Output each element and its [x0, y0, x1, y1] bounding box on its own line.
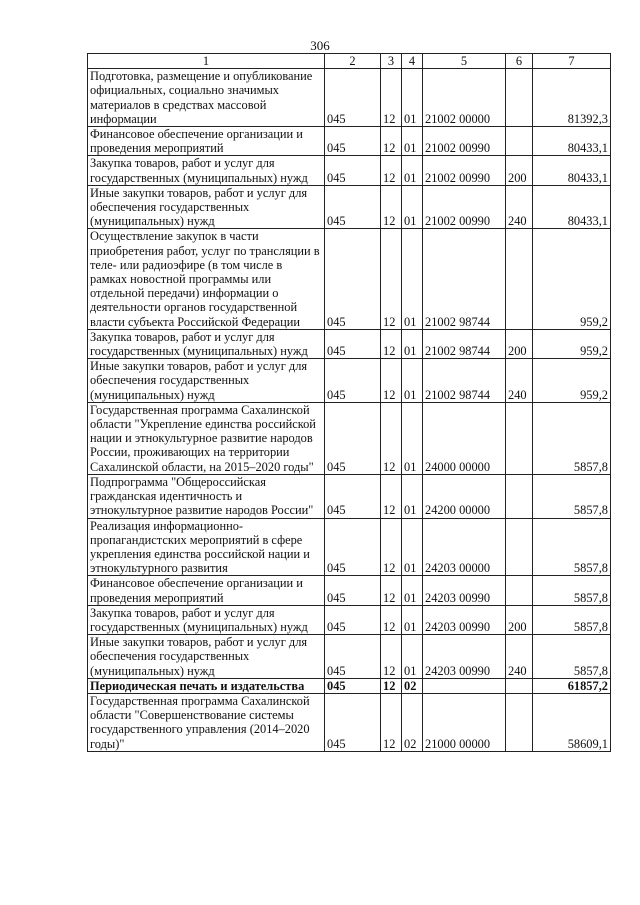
row-col-5: 24200 00000 — [423, 474, 506, 518]
row-col-5: 24203 00990 — [423, 635, 506, 679]
table-row — [88, 576, 611, 605]
row-col-3: 12 — [381, 474, 402, 518]
row-col-6 — [506, 518, 533, 576]
table-row — [88, 518, 611, 576]
row-col-4: 02 — [402, 678, 423, 693]
row-col-4: 01 — [402, 518, 423, 576]
row-col-7: 58609,1 — [533, 693, 611, 751]
row-col-5: 24203 00990 — [423, 576, 506, 605]
row-col-2: 045 — [325, 156, 381, 185]
table-row — [88, 229, 611, 329]
row-col-5: 24203 00000 — [423, 518, 506, 576]
row-col-4: 01 — [402, 127, 423, 156]
row-col-7: 959,2 — [533, 359, 611, 403]
row-col-2: 045 — [325, 402, 381, 474]
row-col-4: 01 — [402, 185, 423, 229]
row-col-3: 12 — [381, 329, 402, 358]
row-col-2: 045 — [325, 185, 381, 229]
row-col-4: 01 — [402, 359, 423, 403]
row-col-7: 5857,8 — [533, 402, 611, 474]
table-row — [88, 69, 611, 127]
table-row — [88, 127, 611, 156]
row-col-7: 5857,8 — [533, 635, 611, 679]
row-col-7: 61857,2 — [533, 678, 611, 693]
row-col-2: 045 — [325, 693, 381, 751]
row-col-6: 200 — [506, 605, 533, 634]
row-col-2: 045 — [325, 605, 381, 634]
row-col-5: 21002 00990 — [423, 185, 506, 229]
row-col-5 — [423, 678, 506, 693]
row-col-7: 5857,8 — [533, 474, 611, 518]
row-col-7: 81392,3 — [533, 69, 611, 127]
row-col-3: 12 — [381, 359, 402, 403]
table-row — [88, 693, 611, 751]
row-col-5: 21000 00000 — [423, 693, 506, 751]
row-col-4: 01 — [402, 635, 423, 679]
row-col-6: 200 — [506, 156, 533, 185]
row-col-4: 01 — [402, 329, 423, 358]
table-row — [88, 156, 611, 185]
column-header-7: 7 — [533, 54, 611, 69]
column-header-2: 2 — [325, 54, 381, 69]
row-col-4: 01 — [402, 402, 423, 474]
row-name: Осуществление закупок в части приобретения работ, услуг по трансляции в теле- или радиоэфире (в том числе в рамках новостной программы или отдельной передачи) информации о деятельности органов государственной власти субъекта Российской Федерации — [88, 229, 325, 329]
column-header-4: 4 — [402, 54, 423, 69]
row-col-2: 045 — [325, 229, 381, 329]
row-col-7: 80433,1 — [533, 127, 611, 156]
column-header-6: 6 — [506, 54, 533, 69]
row-col-2: 045 — [325, 359, 381, 403]
row-col-2: 045 — [325, 69, 381, 127]
row-col-7: 5857,8 — [533, 576, 611, 605]
row-col-5: 24000 00000 — [423, 402, 506, 474]
row-col-3: 12 — [381, 229, 402, 329]
row-name: Периодическая печать и издательства — [88, 678, 325, 693]
row-name: Иные закупки товаров, работ и услуг для обеспечения государственных (муниципальных) нужд — [88, 185, 325, 229]
table-row — [88, 402, 611, 474]
row-col-5: 21002 98744 — [423, 329, 506, 358]
row-col-2: 045 — [325, 635, 381, 679]
row-col-6: 240 — [506, 359, 533, 403]
row-col-6 — [506, 576, 533, 605]
row-col-2: 045 — [325, 474, 381, 518]
row-col-7: 5857,8 — [533, 605, 611, 634]
row-col-3: 12 — [381, 678, 402, 693]
row-col-3: 12 — [381, 635, 402, 679]
column-header-3: 3 — [381, 54, 402, 69]
row-col-5: 21002 00990 — [423, 156, 506, 185]
row-col-7: 959,2 — [533, 229, 611, 329]
row-col-2: 045 — [325, 678, 381, 693]
row-col-4: 01 — [402, 69, 423, 127]
row-name: Закупка товаров, работ и услуг для государственных (муниципальных) нужд — [88, 329, 325, 358]
row-name: Закупка товаров, работ и услуг для государственных (муниципальных) нужд — [88, 605, 325, 634]
row-name: Иные закупки товаров, работ и услуг для обеспечения государственных (муниципальных) нужд — [88, 359, 325, 403]
row-col-5: 24203 00990 — [423, 605, 506, 634]
row-col-2: 045 — [325, 518, 381, 576]
table-row — [88, 185, 611, 229]
row-col-3: 12 — [381, 185, 402, 229]
page-number: 306 — [310, 38, 330, 53]
row-col-4: 01 — [402, 474, 423, 518]
row-col-4: 01 — [402, 156, 423, 185]
row-name: Государственная программа Сахалинской области "Укрепление единства российской нации и этнокультурное развитие народов России, проживающих на территории Сахалинской области, на 2015–2020 годы" — [88, 402, 325, 474]
row-col-7: 80433,1 — [533, 185, 611, 229]
row-col-4: 01 — [402, 229, 423, 329]
row-name: Финансовое обеспечение организации и проведения мероприятий — [88, 576, 325, 605]
row-col-3: 12 — [381, 605, 402, 634]
row-col-2: 045 — [325, 576, 381, 605]
table-row — [88, 359, 611, 403]
table-row — [88, 474, 611, 518]
row-col-7: 959,2 — [533, 329, 611, 358]
table-row — [88, 678, 611, 693]
row-col-6 — [506, 127, 533, 156]
row-col-6: 240 — [506, 185, 533, 229]
table-row — [88, 329, 611, 358]
row-col-6 — [506, 229, 533, 329]
header-row — [88, 54, 611, 69]
row-col-6: 200 — [506, 329, 533, 358]
row-col-6 — [506, 693, 533, 751]
row-col-4: 01 — [402, 605, 423, 634]
row-col-4: 01 — [402, 576, 423, 605]
column-header-5: 5 — [423, 54, 506, 69]
table-row — [88, 605, 611, 634]
row-name: Финансовое обеспечение организации и проведения мероприятий — [88, 127, 325, 156]
row-col-2: 045 — [325, 127, 381, 156]
row-col-7: 5857,8 — [533, 518, 611, 576]
row-col-5: 21002 00000 — [423, 69, 506, 127]
row-col-3: 12 — [381, 156, 402, 185]
budget-table — [87, 53, 611, 752]
table-row — [88, 635, 611, 679]
row-col-3: 12 — [381, 518, 402, 576]
row-col-6 — [506, 678, 533, 693]
row-name: Государственная программа Сахалинской области "Совершенствование системы государственного управления (2014–2020 годы)" — [88, 693, 325, 751]
row-name: Подпрограмма "Общероссийская гражданская идентичность и этнокультурное развитие народов России" — [88, 474, 325, 518]
row-col-4: 02 — [402, 693, 423, 751]
row-col-5: 21002 98744 — [423, 359, 506, 403]
row-name: Иные закупки товаров, работ и услуг для обеспечения государственных (муниципальных) нужд — [88, 635, 325, 679]
column-header-1: 1 — [88, 54, 325, 69]
row-col-3: 12 — [381, 402, 402, 474]
row-col-3: 12 — [381, 127, 402, 156]
row-col-5: 21002 98744 — [423, 229, 506, 329]
row-col-7: 80433,1 — [533, 156, 611, 185]
row-col-6 — [506, 69, 533, 127]
row-col-3: 12 — [381, 693, 402, 751]
row-name: Закупка товаров, работ и услуг для государственных (муниципальных) нужд — [88, 156, 325, 185]
row-col-6 — [506, 402, 533, 474]
row-name: Подготовка, размещение и опубликование официальных, социально значимых материалов в средствах массовой информации — [88, 69, 325, 127]
row-col-3: 12 — [381, 576, 402, 605]
row-name: Реализация информационно-пропагандистских мероприятий в сфере укрепления единства российской нации и этнокультурного развития — [88, 518, 325, 576]
row-col-6: 240 — [506, 635, 533, 679]
row-col-5: 21002 00990 — [423, 127, 506, 156]
row-col-6 — [506, 474, 533, 518]
row-col-2: 045 — [325, 329, 381, 358]
row-col-3: 12 — [381, 69, 402, 127]
